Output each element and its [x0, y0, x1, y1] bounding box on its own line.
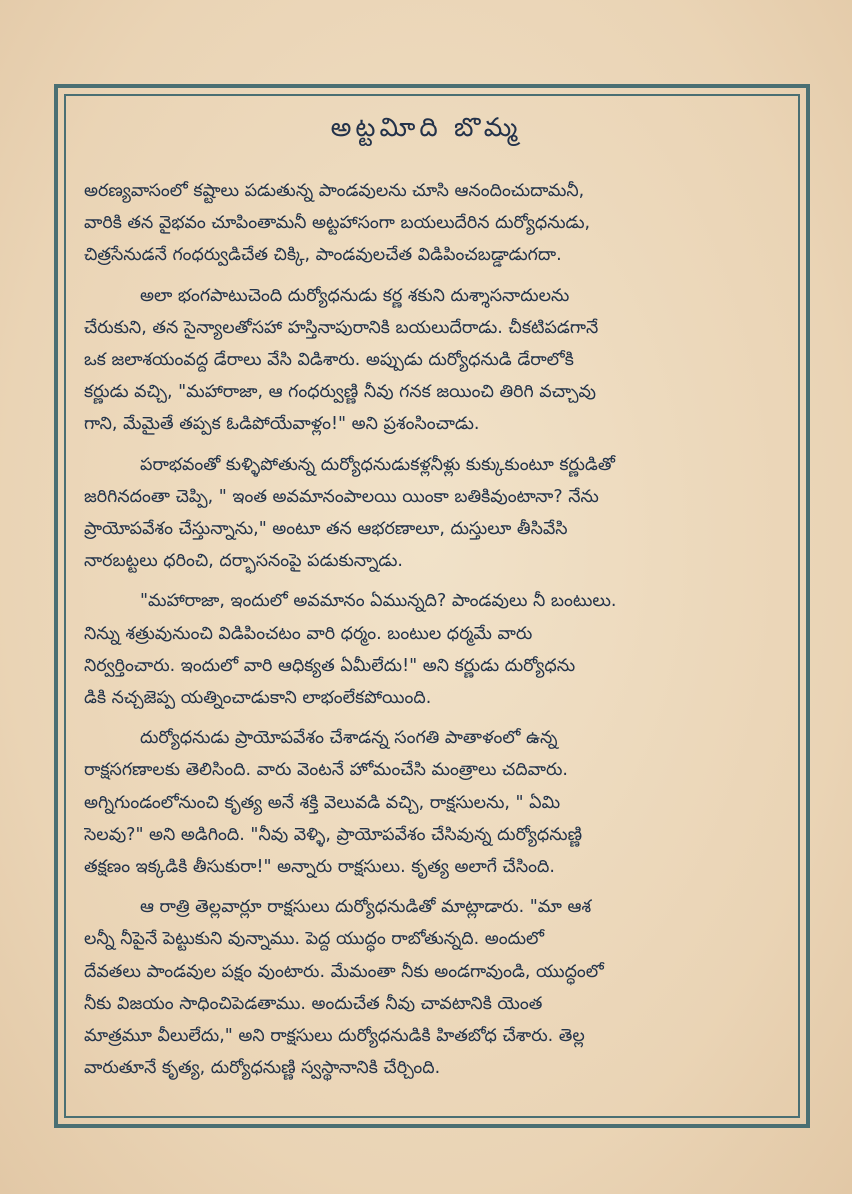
text-line: ఆ రాత్రి తెల్లవార్లూ రాక్షసులు దుర్యోధనుడితో మాట్లాడారు. "మా ఆశ — [140, 897, 592, 918]
text-line: పరాభవంతో కుళ్ళిపోతున్న దుర్యోధనుడుకళ్లనీళ్లు కుక్కుకుంటూ కర్ణుడితో — [140, 454, 615, 475]
text-line: దుర్యోధనుడు ప్రాయోపవేశం చేశాడన్న సంగతి పాతాళంలో ఉన్న — [140, 728, 558, 749]
text-line: ప్రాయోపవేశం చేస్తున్నాను," అంటూ తన ఆభరణాలూ, దుస్తులూ తీసివేసి — [84, 519, 568, 540]
text-line: నిన్ను శత్రువునుంచి విడిపించటం వారి ధర్మం. బంటుల ధర్మమే వారు — [84, 623, 533, 644]
text-line: తక్షణం ఇక్కడికి తీసుకురా!" అన్నారు రాక్షసులు. కృత్య అలాగే చేసింది. — [84, 857, 555, 878]
text-line: "మహారాజా, ఇందులో అవమానం ఏమున్నది? పాండవులు నీ బంటులు. — [140, 591, 617, 612]
text-line: చేరుకుని, తన సైన్యాలతోసహా హస్తినాపురానికి బయలుదేరాడు. చీకటిపడగానే — [84, 317, 599, 338]
text-line: డికి నచ్చజెప్ప యత్నించాడుకాని లాభంలేకపోయింది. — [84, 688, 432, 709]
text-line: గాని, మేమైతే తప్పక ఓడిపోయేవాళ్లం!" అని ప్రశంసించాడు. — [84, 414, 480, 435]
text-line: వారికి తన వైభవం చూపింతామనీ అట్టహాసంగా బయలుదేరిన దుర్యోధనుడు, — [84, 213, 591, 234]
text-line: అరణ్యవాసంలో కష్టాలు పడుతున్న పాండవులను చూసి ఆనందించుదామనీ, — [84, 181, 585, 201]
paragraph — [84, 891, 774, 1084]
paragraph — [84, 280, 774, 441]
story-text — [84, 175, 774, 1092]
text-line: అగ్నిగుండంలోనుంచి కృత్య అనే శక్తి వెలువడి వచ్చి, రాక్షసులను, " ఏమి — [84, 792, 561, 813]
text-line: జరిగినదంతా చెప్పి, " ఇంత అవమానంపాలయి యింకా బతికివుంటానా? నేను — [84, 486, 599, 507]
paragraph — [84, 722, 774, 883]
text-line: మాత్రమూ వీలులేదు," అని రాక్షసులు దుర్యోధనుడికి హితబోధ చేశారు. తెల్ల — [84, 1026, 585, 1047]
paragraph — [84, 449, 774, 578]
text-line: వారుతూనే కృత్య, దుర్యోధనుణ్ణి స్వస్థానానికి చేర్చింది. — [84, 1058, 441, 1079]
text-line: నిర్వర్తించారు. ఇందులో వారి ఆధిక్యత ఏమీలేదు!" అని కర్ణుడు దుర్యోధను — [84, 655, 576, 676]
text-line: అలా భంగపాటుచెంది దుర్యోధనుడు కర్ణ శకుని దుశ్శాసనాదులను — [140, 285, 570, 306]
page-title: అట్టవిూది బొమ్మ — [330, 113, 522, 143]
text-line: లన్నీ నీపైనే పెట్టుకుని వున్నాము. పెద్ద యుద్ధం రాబోతున్నది. అందులో — [84, 929, 545, 950]
paragraph — [84, 585, 774, 714]
text-line: దేవతలు పాండవుల పక్షం వుంటారు. మేమంతా నీకు అండగావుండి, యుద్ధంలో — [84, 961, 604, 982]
text-line: రాక్షసగణాలకు తెలిసింది. వారు వెంటనే హోమంచేసి మంత్రాలు చదివారు. — [84, 760, 568, 781]
text-line: నీకు విజయం సాధించిపెడతాము. అందుచేత నీవు చావటానికి యెంత — [84, 993, 543, 1014]
text-line: చిత్రసేనుడనే గంధర్వుడిచేత చిక్కి, పాండవులచేత విడిపించబడ్డాడుగదా. — [84, 245, 562, 266]
text-line: ఒక జలాశయంవద్ద డేరాలు వేసి విడిశారు. అప్పుడు దుర్యోధనుడి డేరాలోకి — [84, 350, 574, 371]
paragraph — [84, 175, 774, 272]
text-line: నారబట్టలు ధరించి, దర్భాసనంపై పడుకున్నాడు. — [84, 551, 403, 572]
text-line: సెలవు?" అని అడిగింది. "నీవు వెళ్ళి, ప్రాయోపవేశం చేసివున్న దుర్యోధనుణ్ణి — [84, 824, 583, 845]
text-line: కర్ణుడు వచ్చి, "మహారాజా, ఆ గంధర్వుణ్ణి నీవు గనక జయించి తిరిగి వచ్చావు — [84, 382, 596, 403]
